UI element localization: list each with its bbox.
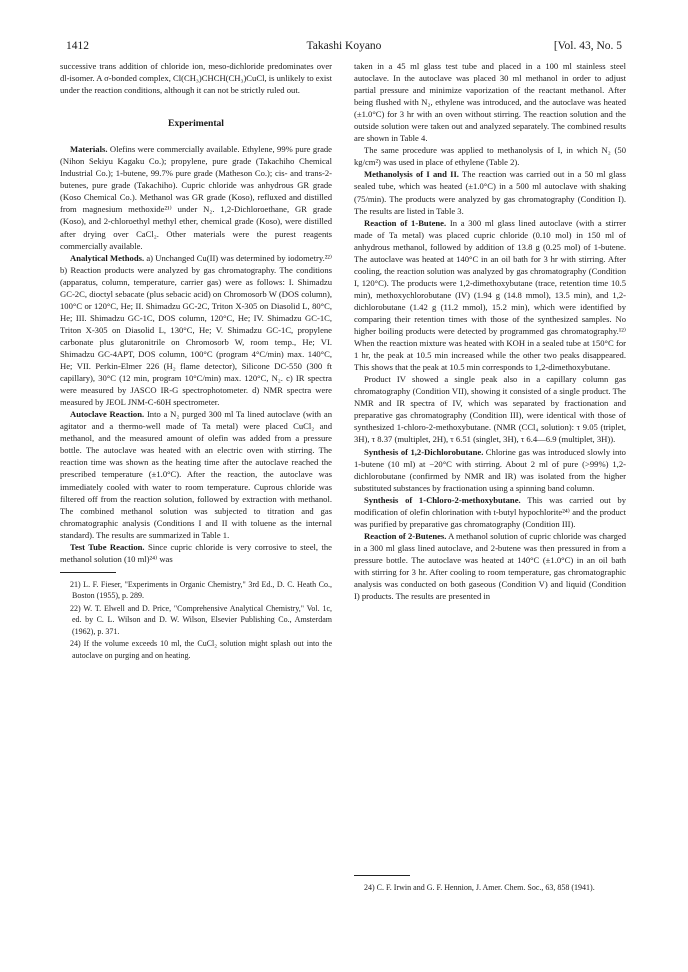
product-iv-paragraph: Product IV showed a single peak also in a capillary column gas chromatography (Condition VII), showing it consisted of a single product. The NMR and IR spectra of IV, which was separated by fractionation and preparative gas chromatography (Condition III), were identical with those of synthesized 1-chloro-2-methoxybutane. (NMR (CCl₄ solution): τ 9.05 (triplet, 3H), τ 8.37 (multiplet, 2H), τ 6.51 (singlet, 3H), τ 6.4—6.9 (multiplet, 3H)). xyxy=(354,374,626,445)
butene1-paragraph xyxy=(354,217,626,374)
right-column xyxy=(354,60,626,892)
chloromethoxy-heading: Synthesis of 1-Chloro-2-methoxybutane. xyxy=(364,494,521,505)
methanolysis-paragraph xyxy=(354,168,626,216)
analytical-paragraph xyxy=(60,252,332,409)
butene1-heading: Reaction of 1-Butene. xyxy=(364,217,447,228)
analytical-heading: Analytical Methods. xyxy=(70,252,145,263)
footnote-divider xyxy=(60,572,116,573)
left-column xyxy=(60,60,332,662)
butene2-heading: Reaction of 2-Butenes. xyxy=(364,530,447,541)
footnotes-right-block xyxy=(354,868,626,895)
page-number: 1412 xyxy=(66,40,89,52)
section-title: Experimental xyxy=(168,118,224,130)
testtube-continuation: taken in a 45 ml glass test tube and placed in a 100 ml stainless steel autoclave. In the autoclave was placed 30 ml methanol in order to adjust partial pressure and minimize vaporization of the reactant methanol. After being flushed with N₂, ethylene was introduced, and the autoclave was heated (±1.0°C) for 3 hr with an oven without stirring. The reaction solution and the outside solution were taken out and analyzed separately. The combined results are shown in Table 4. xyxy=(354,61,626,144)
footnote: 21) L. F. Fieser, "Experiments in Organic Chemistry," 3rd Ed., D. C. Heath Co., Boston (1955), p. 289. xyxy=(70,579,332,601)
footnote: 22) W. T. Elwell and D. Price, "Comprehensive Analytical Chemistry," Vol. 1c, ed. by C. L. Wilson and D. W. Wilson, Elsevier Publishing Co., Amsterdam (1962), p. 371. xyxy=(70,603,332,636)
testtube-paragraph xyxy=(60,541,332,565)
chloromethoxy-paragraph xyxy=(354,494,626,530)
footnotes-right xyxy=(354,882,626,894)
testtube-text: Since cupric chloride is very corrosive to steel, the methanol solution (10 ml)²⁴⁾ was xyxy=(60,541,332,564)
materials-paragraph xyxy=(60,143,332,251)
footnote: 24) C. F. Irwin and G. F. Hennion, J. Amer. Chem. Soc., 63, 858 (1941). xyxy=(364,883,595,892)
dichloro-paragraph xyxy=(354,446,626,494)
footnote: 24) If the volume exceeds 10 ml, the CuCl₂ solution might splash out into the autoclave on purging and on heating. xyxy=(70,639,332,660)
running-head xyxy=(66,40,622,56)
methanolysis-note: The same procedure was applied to methanolysis of I, in which N₂ (50 kg/cm²) was used in place of ethylene (Table 2). xyxy=(354,145,626,168)
methanolysis-heading: Methanolysis of I and II. xyxy=(364,169,459,180)
dichloro-text: Chlorine gas was introduced slowly into 1-butene (10 ml) at −20°C with stirring. About 2 ml of pure (>99%) 1,2-dichlorobutane (confirmed by NMR and IR) was isolated from the higher substituted substances by fractionation using a spinning band column. xyxy=(354,446,626,493)
methanolysis-text: The reaction was carried out in a 50 ml glass sealed tube, which was heated (±1.0°C) in a 500 ml autoclave with shaking (75/min). The products were analyzed by gas chromatography (Condition I). The results are listed in Table 3. xyxy=(354,169,626,216)
analytical-text: a) Unchanged Cu(II) was determined by iodometry.²²⁾ b) Reaction products were analyzed by gas chromatography. The conditions (apparatus, column, temperature, carrier gas) were as follows: I. Shimadzu GC-2C, dioctyl sebacate (plus sebacic acid) on Chromosorb W (DOS column), 100°C or 120°C, He; II. Shimadzu GC-2C, Triton X-305 on Diasolid L, 80°C, He; III. Shimadzu GC-1C, DOS column, 120°C, He; IV. Shimadzu GC-1C, Triton X-305 on Diasolid L, 130°C, He; V. Shimadzu GC-1C, propylene carbonate plus glutaronitrile on Chromosorb W, room temp., He; VI. Shimadzu GC-4APT, DOS column, 100°C (program 4°C/min) max. 140°C, He; VII. Perkin-Elmer 226 (H₂ flame detector), Silicone DC-550 (300 ft capillary), 30°C (12 min, program 10°C/min) max. 120°C, N₂. c) IR spectra were measured by JASCO IR-G spectrophotometer. d) NMR spectra were measured by JEOL JNM-C-60H spectrometer. xyxy=(60,252,332,408)
materials-heading: Materials. xyxy=(70,144,108,155)
butene2-paragraph xyxy=(354,530,626,602)
footnote-divider xyxy=(354,875,410,876)
footnotes-left xyxy=(60,579,332,662)
testtube-heading: Test Tube Reaction. xyxy=(70,541,145,552)
autoclave-paragraph xyxy=(60,408,332,541)
journal-volume: [Vol. 43, No. 5 xyxy=(553,40,622,52)
author-name: Takashi Koyano xyxy=(306,40,382,52)
dichloro-heading: Synthesis of 1,2-Dichlorobutane. xyxy=(364,446,484,457)
autoclave-text: Into a N₂ purged 300 ml Ta lined autoclave (with an agitator and a thermo-well made of Ta metal) were placed CuCl₂ and methanol, and the measured amount of olefin was added from a pressure bottle. The autoclave was heated with an electric oven with stirring. The reaction time was shown as the heating time after the autoclave reached the prescribed temperature (±1.0°C). After the reaction, the autoclave was immediately cooled with water to room temperature. Cuprous chloride was filtered off from the reaction solution, followed by extraction with methanol. The combined methanol solution was subjected to titration and gas chromatographic analysis (Conditions I and II with toluene as the internal standard). The results are summarized in Table 1. xyxy=(60,409,332,540)
butene1-text: In a 300 ml glass lined autoclave (with a stirrer made of Ta metal) was placed cupric chloride (0.10 mol) in 150 ml of anhydrous methanol, followed by addition of 13.8 g (0.25 mol) of 1-butene. The autoclave was heated at 140°C in an oil bath for 3 hr with stirring. After cooling, the reaction solution was analyzed by gas chromatography (Condition I, 120°C). The products were 1,2-dimethoxybutane (trace, retention time 10.5 min), methoxychlorobutane (IV) (1.94 g (14.8 mmol), 13.5 min), and 1,2-dichlorobutane (1.42 g (11.2 mmol), 15.2 min), which were identified by comparing their retention times with those of the synthesized samples. No higher boiling products were detected by programmed gas chromatography.¹²⁾ When the reaction mixture was heated with KOH in a sealed tube at 150°C for 1 hr, the peak at 10.5 min increased while the other two peaks disappeared. This shows that the peak at 10.5 min corresponds to 1,2-dimethoxybutane. xyxy=(354,217,626,373)
butene2-text: A methanol solution of cupric chloride was charged in a 300 ml glass lined autoclave, and 2-butene was then pressured in from a pressure bottle. The autoclave was heated at 140°C (±1.0°C) in an oil bath with stirring for 3 hr. After cooling to room temperature, gas chromatographic analysis was conducted on both gaseous (Condition V) and liquid (Condition I) products. The results are presented in xyxy=(354,530,626,602)
chloromethoxy-text: This was carried out by modification of olefin chlorination with t-butyl hypochlorite²⁴⁾ and the product was purified by preparative gas chromatography (Condition III). xyxy=(354,494,626,529)
materials-text: Olefins were commercially available. Ethylene, 99% pure grade (Nihon Sekiyu Kagaku Co.); propylene, pure grade (Takachiho Chemical Industrial Co.); 1-butene, 99.7% pure grade (Matheson Co.); cis- and trans-2-butenes, pure grade (Takachiho). Cupric chloride was anhydrous GR grade (Koso Chemical Co.). Methanol was GR grade (Koso), refluxed and distilled from magnesium methoxide²¹⁾ under N₂. 1,2-Dichloroethane, GR grade (Koso), and 2-chloroethyl methyl ether, chemical grade (Koso), were distilled after drying over CaCl₂. Other materials were the purest reagents commercially available. xyxy=(60,144,332,251)
intro-paragraph: successive trans addition of chloride ion, meso-dichloride predominates over dl-isomer. A σ-bonded complex, Cl(CH₃)CHCH(CH₃)CuCl, is unlikely to exist under the reaction conditions, although it can not be strictly ruled out. xyxy=(60,61,333,96)
autoclave-heading: Autoclave Reaction. xyxy=(70,409,145,420)
